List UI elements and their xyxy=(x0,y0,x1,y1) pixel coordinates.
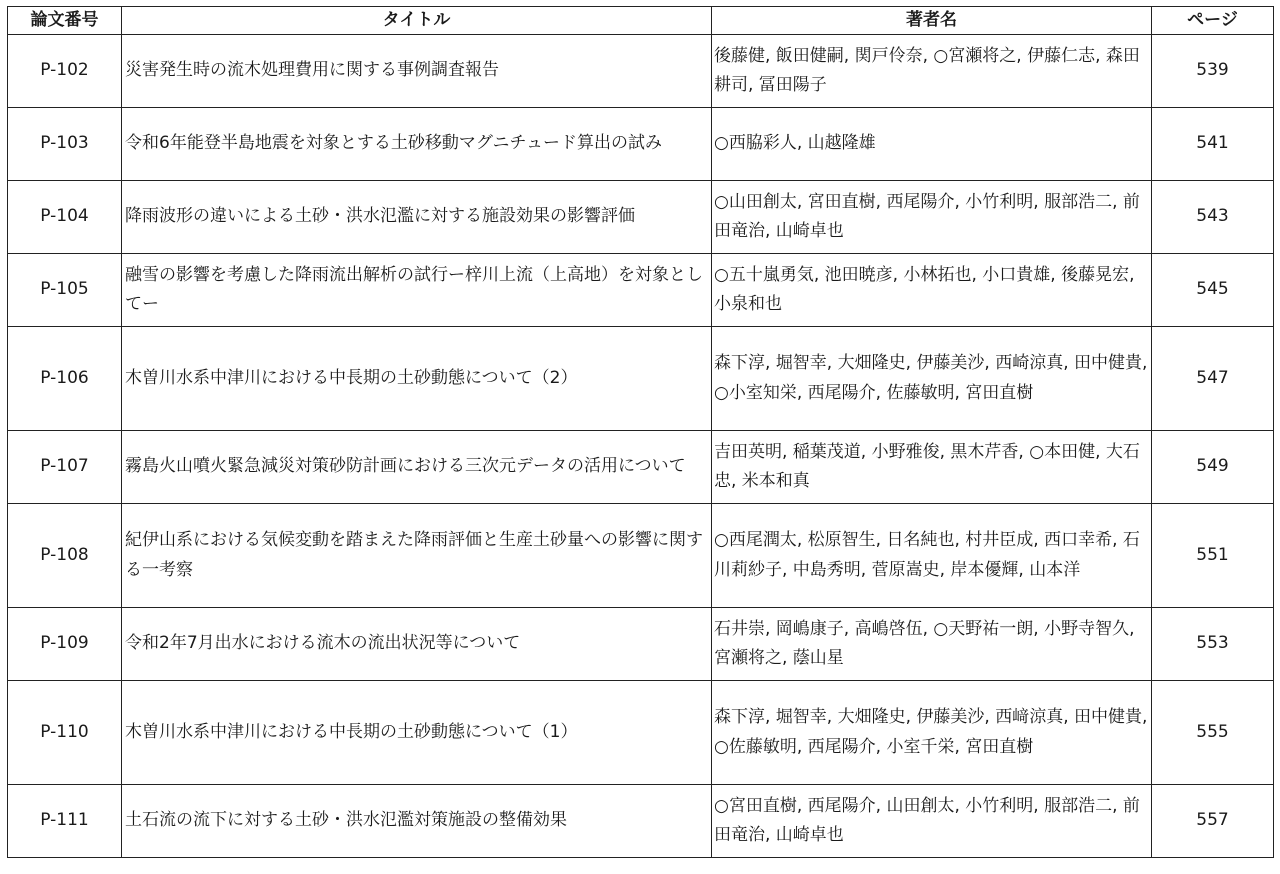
header-title: タイトル xyxy=(122,7,712,35)
paper-title: 災害発生時の流木処理費用に関する事例調査報告 xyxy=(122,35,712,108)
header-authors: 著者名 xyxy=(712,7,1152,35)
paper-page: 547 xyxy=(1152,327,1274,431)
paper-authors: ○西脇彩人, 山越隆雄 xyxy=(712,108,1152,181)
paper-title: 霧島火山噴火緊急減災対策砂防計画における三次元データの活用について xyxy=(122,431,712,504)
paper-page: 549 xyxy=(1152,431,1274,504)
paper-authors: 吉田英明, 稲葉茂道, 小野雅俊, 黒木芹香, ○本田健, 大石忠, 米本和真 xyxy=(712,431,1152,504)
paper-title: 令和2年7月出水における流木の流出状況等について xyxy=(122,608,712,681)
paper-title: 融雪の影響を考慮した降雨流出解析の試行ー梓川上流（上高地）を対象としてー xyxy=(122,254,712,327)
paper-id: P-106 xyxy=(8,327,122,431)
header-id: 論文番号 xyxy=(8,7,122,35)
paper-id: P-103 xyxy=(8,108,122,181)
table-row xyxy=(8,181,1274,254)
paper-title: 紀伊山系における気候変動を踏まえた降雨評価と生産土砂量への影響に関する一考察 xyxy=(122,504,712,608)
paper-table xyxy=(7,6,1274,858)
table-row xyxy=(8,108,1274,181)
paper-authors: ○宮田直樹, 西尾陽介, 山田創太, 小竹利明, 服部浩二, 前田竜治, 山崎卓也 xyxy=(712,785,1152,858)
paper-page: 541 xyxy=(1152,108,1274,181)
table-row xyxy=(8,681,1274,785)
paper-id: P-110 xyxy=(8,681,122,785)
paper-title: 令和6年能登半島地震を対象とする土砂移動マグニチュード算出の試み xyxy=(122,108,712,181)
paper-page: 557 xyxy=(1152,785,1274,858)
paper-page: 551 xyxy=(1152,504,1274,608)
table-row xyxy=(8,608,1274,681)
paper-id: P-108 xyxy=(8,504,122,608)
paper-authors: 森下淳, 堀智幸, 大畑隆史, 伊藤美沙, 西﨑涼真, 田中健貴, ○佐藤敏明, 西尾陽介, 小室千栄, 宮田直樹 xyxy=(712,681,1152,785)
paper-authors: ○西尾潤太, 松原智生, 日名純也, 村井臣成, 西口幸希, 石川莉紗子, 中島秀明, 菅原嵩史, 岸本優輝, 山本洋 xyxy=(712,504,1152,608)
paper-id: P-109 xyxy=(8,608,122,681)
paper-authors: 石井崇, 岡嶋康子, 高嶋啓伍, ○天野祐一朗, 小野寺智久, 宮瀬将之, 蔭山星 xyxy=(712,608,1152,681)
paper-authors: ○山田創太, 宮田直樹, 西尾陽介, 小竹利明, 服部浩二, 前田竜治, 山崎卓也 xyxy=(712,181,1152,254)
paper-authors: ○五十嵐勇気, 池田暁彦, 小林拓也, 小口貴雄, 後藤晃宏, 小泉和也 xyxy=(712,254,1152,327)
paper-id: P-111 xyxy=(8,785,122,858)
table-row xyxy=(8,504,1274,608)
paper-list xyxy=(7,6,1274,858)
header-page: ページ xyxy=(1152,7,1274,35)
paper-title: 土石流の流下に対する土砂・洪水氾濫対策施設の整備効果 xyxy=(122,785,712,858)
table-row xyxy=(8,431,1274,504)
paper-title: 木曽川水系中津川における中長期の土砂動態について（1） xyxy=(122,681,712,785)
paper-title: 降雨波形の違いによる土砂・洪水氾濫に対する施設効果の影響評価 xyxy=(122,181,712,254)
table-row xyxy=(8,785,1274,858)
paper-page: 553 xyxy=(1152,608,1274,681)
paper-id: P-107 xyxy=(8,431,122,504)
paper-title: 木曽川水系中津川における中長期の土砂動態について（2） xyxy=(122,327,712,431)
paper-page: 543 xyxy=(1152,181,1274,254)
paper-authors: 後藤健, 飯田健嗣, 関戸伶奈, ○宮瀬将之, 伊藤仁志, 森田耕司, 冨田陽子 xyxy=(712,35,1152,108)
paper-id: P-102 xyxy=(8,35,122,108)
paper-id: P-105 xyxy=(8,254,122,327)
header-row xyxy=(8,7,1274,35)
table-row xyxy=(8,35,1274,108)
table-row xyxy=(8,254,1274,327)
paper-page: 545 xyxy=(1152,254,1274,327)
paper-authors: 森下淳, 堀智幸, 大畑隆史, 伊藤美沙, 西崎涼真, 田中健貴, ○小室知栄, 西尾陽介, 佐藤敏明, 宮田直樹 xyxy=(712,327,1152,431)
paper-id: P-104 xyxy=(8,181,122,254)
table-row xyxy=(8,327,1274,431)
paper-page: 539 xyxy=(1152,35,1274,108)
paper-page: 555 xyxy=(1152,681,1274,785)
